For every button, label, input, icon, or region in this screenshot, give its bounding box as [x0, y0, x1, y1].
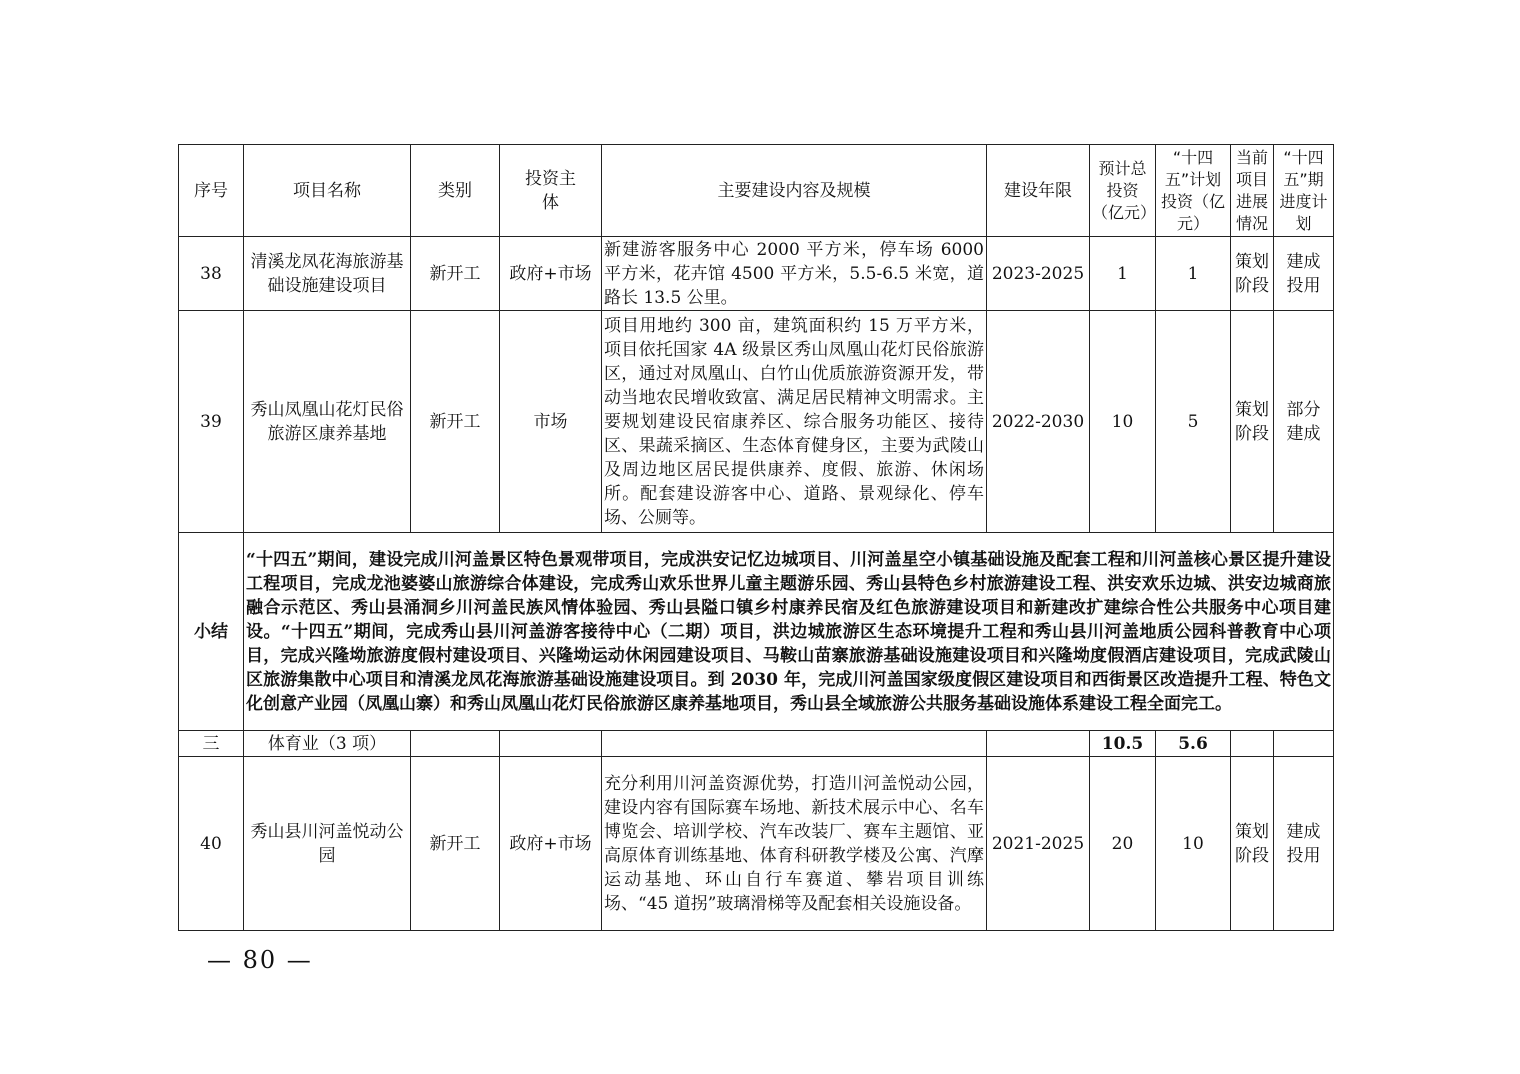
section-plan: 5.6 — [1156, 731, 1231, 757]
row-total: 1 — [1090, 237, 1156, 311]
page-number: — 80 — — [207, 946, 313, 974]
summary-text: “十四五”期间，建设完成川河盖景区特色景观带项目，完成洪安记忆边城项目、川河盖星空小镇基础设施及配套工程和川河盖核心景区提升建设工程项目，完成龙池婆婆山旅游综合体建设，完成秀山欢乐世界儿童主题游乐园、秀山县特色乡村旅游建设工程、洪安欢乐边城、洪安边城商旅融合示范区、秀山县涌洞乡川河盖民族风情体验园、秀山县隘口镇乡村康养民宿及红色旅游建设项目和新建改扩建综合性公共服务中心项目建设。“十四五”期间，完成秀山县川河盖游客接待中心（二期）项目，洪边城旅游区生态环境提升工程和秀山县川河盖地质公园科普教育中心项目，完成兴隆坳旅游度假村建设项目、兴隆坳运动休闲园建设项目、马鞍山苗寨旅游基础设施建设项目和兴隆坳度假酒店建设项目，完成武陵山区旅游集散中心项目和清溪龙凤花海旅游基础设施建设项目。到 2030 年，完成川河盖国家级度假区建设项目和西街景区改造提升工程、特色文化创意产业园（凤凰山寨）和秀山凤凰山花灯民俗旅游区康养基地项目，秀山县全域旅游公共服务基础设施体系建设工程全面完工。 — [244, 533, 1334, 731]
row-category: 新开工 — [411, 757, 500, 931]
row-schedule: 建成投用 — [1274, 757, 1334, 931]
row-period: 2021-2025 — [987, 757, 1090, 931]
row-plan: 5 — [1156, 311, 1231, 533]
row-name: 秀山县川河盖悦动公园 — [244, 757, 411, 931]
row-period: 2022-2030 — [987, 311, 1090, 533]
header-schedule: “十四五”期进度计划 — [1274, 145, 1334, 237]
header-plan-investment: “十四五”计划投资（亿元） — [1156, 145, 1231, 237]
table-header-row — [179, 145, 1334, 237]
header-status: 当前项目进展情况 — [1231, 145, 1274, 237]
header-seq: 序号 — [179, 145, 244, 237]
table-row — [179, 757, 1334, 931]
row-schedule: 建成投用 — [1274, 237, 1334, 311]
row-seq: 39 — [179, 311, 244, 533]
row-total: 10 — [1090, 311, 1156, 533]
row-total: 20 — [1090, 757, 1156, 931]
row-name: 清溪龙凤花海旅游基础设施建设项目 — [244, 237, 411, 311]
header-total-investment: 预计总投资（亿元） — [1090, 145, 1156, 237]
section-seq: 三 — [179, 731, 244, 757]
row-schedule: 部分建成 — [1274, 311, 1334, 533]
row-status: 策划阶段 — [1231, 237, 1274, 311]
row-status: 策划阶段 — [1231, 311, 1274, 533]
row-plan: 10 — [1156, 757, 1231, 931]
row-seq: 38 — [179, 237, 244, 311]
section-total: 10.5 — [1090, 731, 1156, 757]
row-content: 新建游客服务中心 2000 平方米，停车场 6000 平方米，花卉馆 4500 平方米，5.5-6.5 米宽，道路长 13.5 公里。 — [602, 237, 987, 311]
row-investor: 政府+市场 — [500, 237, 602, 311]
row-category: 新开工 — [411, 311, 500, 533]
table-row — [179, 237, 1334, 311]
row-plan: 1 — [1156, 237, 1231, 311]
row-name: 秀山凤凰山花灯民俗旅游区康养基地 — [244, 311, 411, 533]
header-name: 项目名称 — [244, 145, 411, 237]
table-row — [179, 311, 1334, 533]
header-investor: 投资主体 — [500, 145, 602, 237]
row-investor: 政府+市场 — [500, 757, 602, 931]
row-content: 项目用地约 300 亩，建筑面积约 15 万平方米，项目依托国家 4A 级景区秀山凤凰山花灯民俗旅游区，通过对凤凰山、白竹山优质旅游资源开发，带动当地农民增收致富、满足居民精神文明需求。主要规划建设民宿康养区、综合服务功能区、接待区、果蔬采摘区、生态体育健身区，主要为武陵山及周边地区居民提供康养、度假、旅游、休闲场所。配套建设游客中心、道路、景观绿化、停车场、公厕等。 — [602, 311, 987, 533]
row-status: 策划阶段 — [1231, 757, 1274, 931]
section-row — [179, 731, 1334, 757]
header-content: 主要建设内容及规模 — [602, 145, 987, 237]
row-content: 充分利用川河盖资源优势，打造川河盖悦动公园，建设内容有国际赛车场地、新技术展示中心、名车博览会、培训学校、汽车改装厂、赛车主题馆、亚高原体育训练基地、体育科研教学楼及公寓、汽摩运动基地、环山自行车赛道、攀岩项目训练场、“45 道拐”玻璃滑梯等及配套相关设施设备。 — [602, 757, 987, 931]
row-investor: 市场 — [500, 311, 602, 533]
summary-label: 小结 — [179, 533, 244, 731]
row-category: 新开工 — [411, 237, 500, 311]
section-name: 体育业（3 项） — [244, 731, 411, 757]
summary-row — [179, 533, 1334, 731]
header-period: 建设年限 — [987, 145, 1090, 237]
header-category: 类别 — [411, 145, 500, 237]
project-table — [178, 144, 1334, 931]
row-period: 2023-2025 — [987, 237, 1090, 311]
row-seq: 40 — [179, 757, 244, 931]
